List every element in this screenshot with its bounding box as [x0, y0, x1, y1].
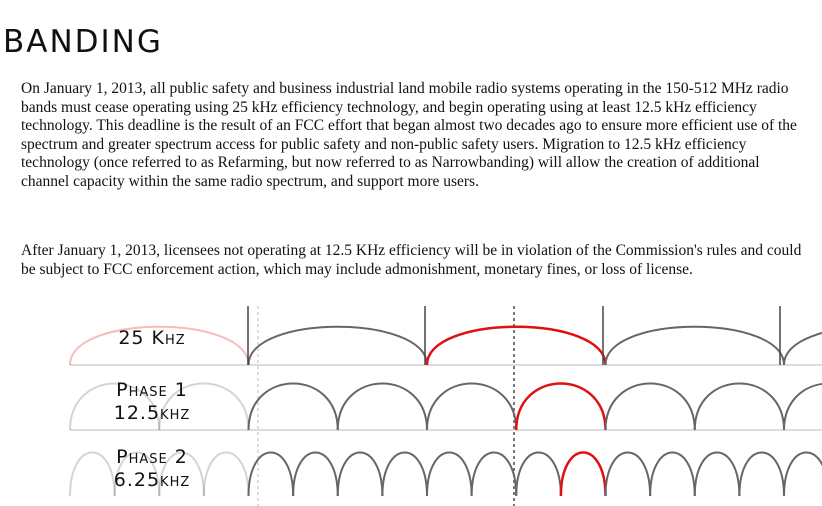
channel-curve — [204, 453, 249, 497]
highlighted-channel — [427, 327, 606, 365]
channel-curve — [784, 384, 822, 431]
highlighted-channel — [516, 384, 605, 431]
channel-curve — [784, 327, 822, 365]
row-labels — [114, 327, 191, 491]
channel-curve — [606, 384, 695, 431]
channel-curve — [338, 384, 427, 431]
channel-curve — [338, 453, 383, 497]
channel-curve — [606, 453, 651, 497]
channel-curve — [606, 327, 785, 365]
channel-curve — [249, 384, 338, 431]
row-label-25khz: 25 Khz — [118, 327, 186, 349]
channel-curve — [695, 384, 784, 431]
channel-curve — [249, 453, 294, 497]
channel-curve — [472, 453, 517, 497]
channel-curve — [427, 453, 472, 497]
highlighted-channel — [561, 453, 606, 497]
channel-curve — [293, 453, 338, 497]
channel-curve — [695, 453, 740, 497]
page-title: BANDING — [3, 24, 163, 60]
channel-curve — [382, 453, 427, 497]
enforcement-paragraph: After January 1, 2013, licensees not operating at 12.5 KHz efficiency will be in violation of the Commission's rules and could be subject to FCC enforcement action, which may include admonishment, monetary fines, or loss of license. — [21, 242, 802, 278]
channel-curve — [249, 327, 428, 365]
channel-curve — [650, 453, 695, 497]
channel-curve — [427, 384, 516, 431]
narrowbanding-diagram — [0, 306, 822, 506]
channel-curve — [739, 453, 784, 497]
row-label-phase2: Phase 2 — [116, 446, 188, 468]
row-label-phase2-bandwidth: 6.25khz — [113, 469, 191, 491]
row-label-phase1: Phase 1 — [116, 379, 188, 401]
channel-curve — [516, 453, 561, 497]
channel-curve — [70, 453, 115, 497]
channel-curve — [784, 453, 822, 497]
intro-paragraph: On January 1, 2013, all public safety and business industrial land mobile radio systems operating in the 150-512 MHz radio bands must cease operating using 25 kHz efficiency technology, and begin operating using at least 12.5 kHz efficiency technology. This deadline is the result of an FCC effort that began almost two decades ago to ensure more efficient use of the spectrum and greater spectrum access for public safety and non-public safety users. Migration to 12.5 kHz efficiency technology (once referred to as Refarming, but now referred to as Narrowbanding) will allow the creation of additional channel capacity within the same radio spectrum, and support more users. — [21, 80, 797, 190]
row-label-phase1-bandwidth: 12.5khz — [113, 402, 191, 424]
